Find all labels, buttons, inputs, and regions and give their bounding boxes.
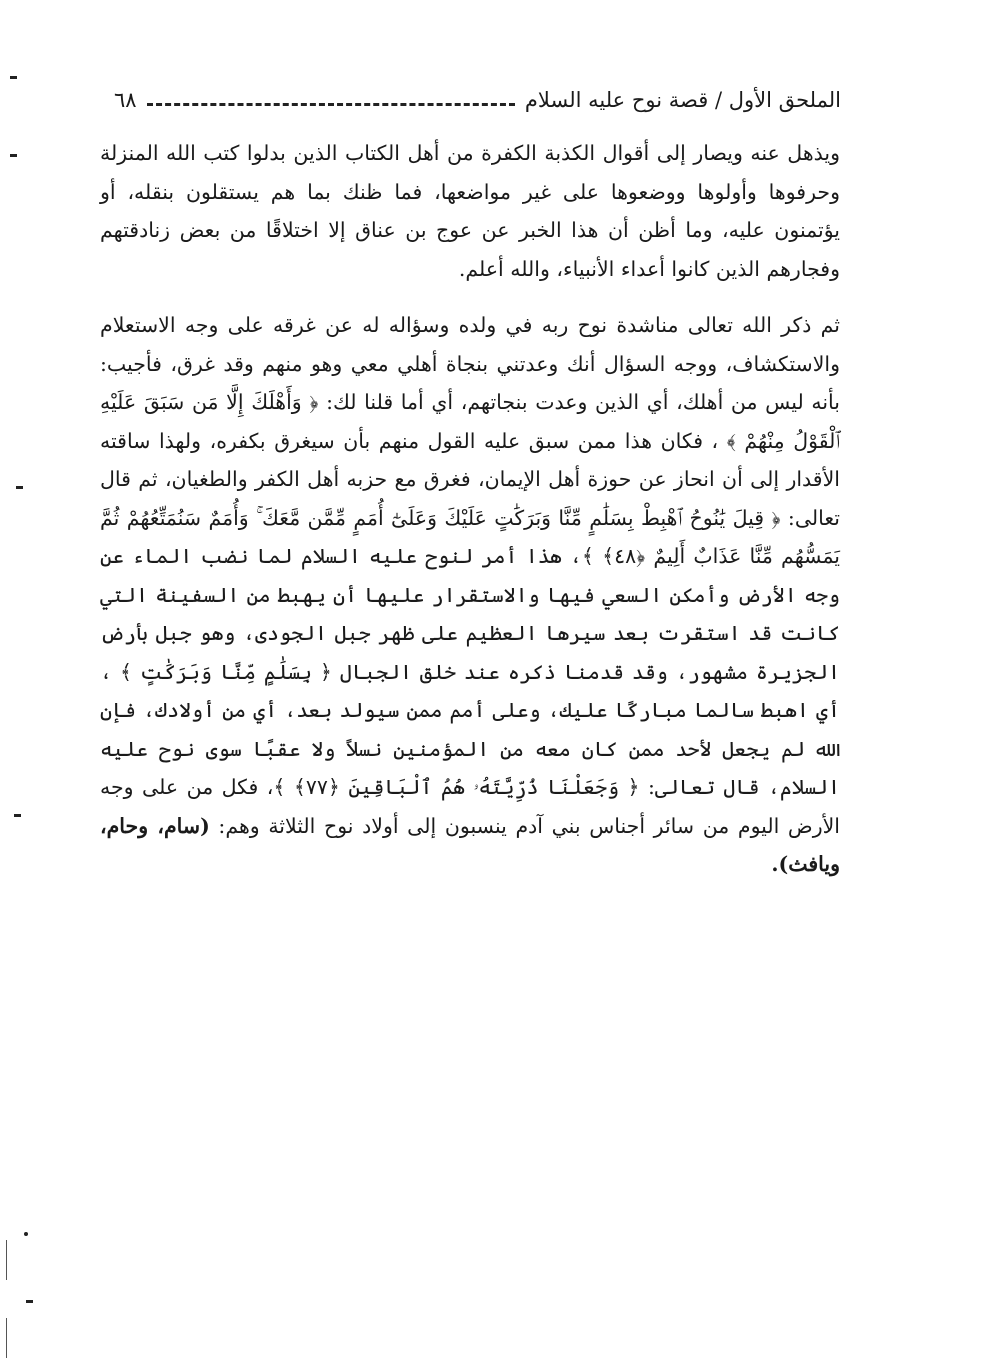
quran-verse-4: ﴿ وَجَعَلْنَا ذُرِّيَّتَهُۥ هُمُ ٱلْبَاقِينَ ﴿٧٧﴾ ﴾: [273, 775, 640, 799]
scan-mark: [10, 76, 17, 79]
paragraph-2-part-5: ، فكل من على وجه الأرض اليوم من سائر أجناس بني آدم ينسبون إلى أولاد نوح الثلاثة وهم:: [100, 775, 840, 838]
page-header: [96, 82, 841, 118]
paragraph-2-part-1: ثم ذكر الله تعالى مناشدة نوح ربه في ولده وسؤاله له عن غرقه على وجه الاستعلام والاستكشاف، ووجه السؤال أنك وعدتني بنجاة أهلي معي وهو منهم وقد غرق، فأجيب: بأنه ليس من أهلك، أي الذين وعدت بنجاتهم، أي أما قلنا لك:: [100, 313, 841, 414]
quran-verse-3: ﴿ بِسَلَٰمٍ مِّنَّا وَبَرَكَٰتٍ ﴾: [119, 659, 332, 684]
scan-line: [6, 1318, 7, 1358]
quran-verse-2: ﴿ قِيلَ يَٰنُوحُ ٱهْبِطْ بِسَلَٰمٍ مِّنَّا وَبَرَكَٰتٍ عَلَيْكَ وَعَلَىٰٓ أُمَمٍ مِّمَّن مَّعَكَ ۚ وَأُمَمٌ سَنُمَتِّعُهُمْ ثُمَّ يَمَسُّهُم مِّنَّا عَذَابٌ أَلِيمٌ ﴿٤٨﴾ ﴾: [100, 505, 840, 568]
scan-line: [6, 1240, 7, 1280]
scan-mark: [26, 1300, 33, 1303]
page-number: ٦٨: [114, 88, 137, 112]
running-title: الملحق الأول / قصة نوح عليه السلام: [524, 88, 841, 112]
scan-mark: [14, 814, 21, 817]
scan-mark: [10, 154, 17, 157]
paragraph-1: ويذهل عنه ويصار إلى أقوال الكذبة الكفرة من أهل الكتاب الذين بدلوا كتب الله المنزلة وحرفوها وأولوها ووضعوها على غير مواضعها، فما ظنك بما هم يستقلون بنقله، أو يؤتمنون عليه، وما أظن أن هذا الخبر عن عوج بن عناق إلا اختلاقًا من بعض زنادقتهم وفجارهم الذين كانوا أعداء الأنبياء، والله أعلم.: [100, 141, 840, 281]
scan-mark: [16, 486, 23, 489]
scan-mark: [24, 1232, 28, 1236]
quran-verse-1: ﴿ وَأَهْلَكَ إِلَّا مَن سَبَقَ عَلَيْهِ ٱلْقَوْلُ مِنْهُمْ ﴾: [100, 390, 841, 453]
paragraph-2-part-4: ، أي اهبط سالما مباركًا عليك، وعلى أمم ممن سيولد بعد، أي من أولادك، فإن الله لم يجعل لأحد ممن كان معه من المؤمنين نسلاً ولا عقبًا سوى نوح عليه السلام، قال تعالى:: [100, 659, 840, 799]
paragraph-2: [100, 306, 840, 884]
dotted-leader: [147, 103, 515, 106]
paragraph-2-part-2: ، فكان هذا ممن سبق عليه القول منهم بأن سيغرق بكفره، ولهذا ساقته الأقدار إلى أن انحاز عن حوزة أهل الإيمان، فغرق مع حزبه أهل الكفر والطغيان، ثم قال تعالى:: [100, 428, 840, 530]
body-text: [100, 134, 840, 884]
sons-of-noah: (سام، وحام، ويافث).: [100, 813, 840, 876]
paragraph-2-part-3: ، هذا أمر لنوح عليه السلام لما نضب الماء عن وجه الأرض وأمكن السعي فيها والاستقرار عليها أن يهبط من السفينة التي كانت قد استقرت بعد سيرها العظيم على ظهر جبل الجودى، وهو جبل بأرض الجزيرة مشهور، وقد قدمنا ذكره عند خلق الجبال: [100, 544, 840, 684]
